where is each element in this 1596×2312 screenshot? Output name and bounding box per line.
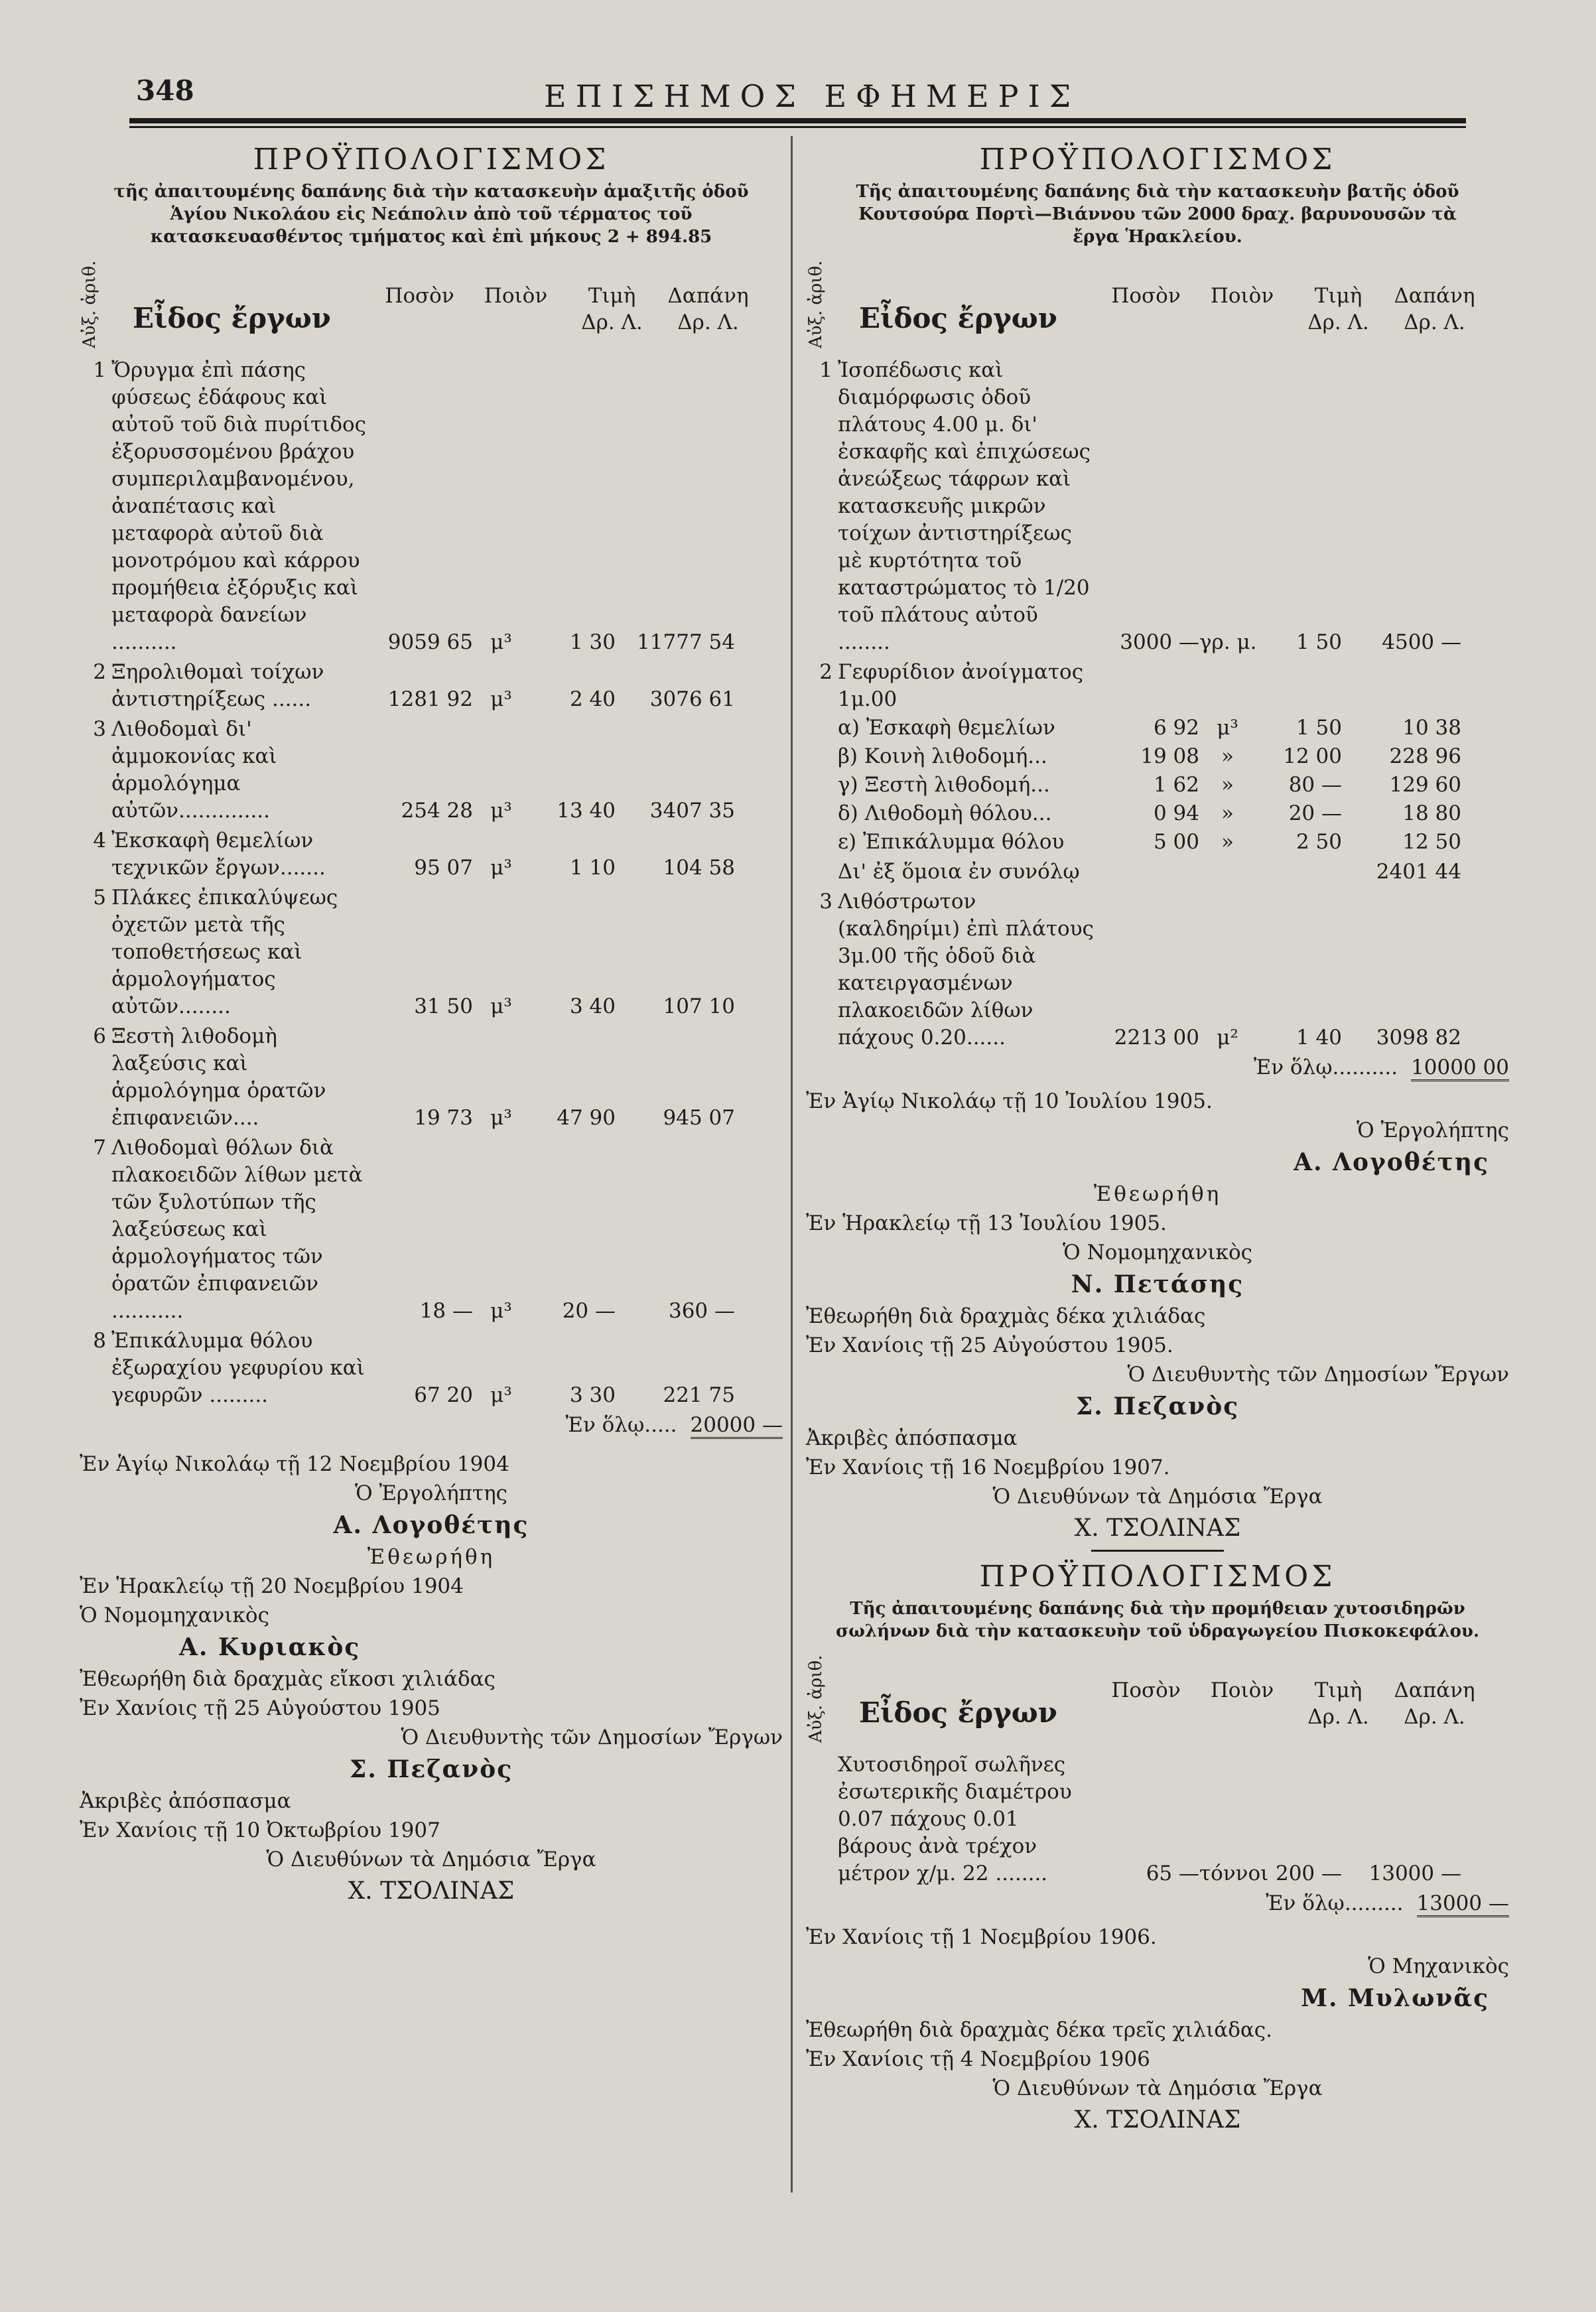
row-number-blank xyxy=(806,800,838,827)
row-unit: μ³ xyxy=(490,1383,512,1407)
right-top-row-1 xyxy=(806,357,1509,656)
row-quantity: 31 50 xyxy=(414,994,473,1018)
right-bottom-subtitle: Τῆς ἀπαιτουμένης δαπάνης διὰ τὴν προμήθειαν χυτοσιδηρῶν σωλήνων διὰ τὴν κατασκευὴν τοῦ ὑδραγωγείου Πισκοκεφάλου. xyxy=(835,1599,1480,1641)
row-description: Ξηρολιθομαὶ τοίχων ἀντιστηρίξεως ...... xyxy=(111,660,324,711)
footer-line: Ἐν Ἡρακλείῳ τῇ 20 Νοεμβρίου 1904 xyxy=(80,1574,464,1598)
left-footer xyxy=(80,1450,783,1909)
row-price: 1 50 xyxy=(1296,630,1342,654)
row-total: 4500 — xyxy=(1382,630,1461,654)
footer-line: Ἐν Χανίοις τῇ 10 Ὀκτωβρίου 1907 xyxy=(80,1818,440,1842)
left-expense-unit: Δρ. Λ. xyxy=(677,310,739,334)
row-price: 2 40 xyxy=(569,687,616,711)
right-bottom-price-header-group xyxy=(1290,1678,1386,1749)
row-total: 3098 82 xyxy=(1376,1026,1461,1050)
row-price: 47 90 xyxy=(557,1106,616,1130)
row-total: 10 38 xyxy=(1402,716,1461,740)
row-unit: γρ. μ. xyxy=(1199,630,1257,654)
row-quantity: 65 — xyxy=(1146,1862,1199,1885)
row-number-blank xyxy=(806,714,838,742)
row-total: 2401 44 xyxy=(1376,860,1461,884)
footer-line: Ἐθεωρήθη διὰ δραχμὰς εἴκοσι χιλιάδας xyxy=(80,1667,496,1691)
right-top-quantity-header: Ποσὸν xyxy=(1111,284,1181,308)
right-bottom-row xyxy=(806,1751,1509,1887)
left-price-unit: Δρ. Λ. xyxy=(581,310,643,334)
row-quantity: 9059 65 xyxy=(387,630,473,654)
row-values xyxy=(370,1298,735,1325)
row-description: Πλάκες ἐπικαλύψεως ὀχετῶν μετὰ τῆς τοποθετήσεως καὶ ἁρμολογήματος αὐτῶν........ xyxy=(111,886,338,1018)
row-values xyxy=(1097,800,1461,827)
row-total: 360 — xyxy=(668,1299,735,1323)
right-top-quality-header: Ποιὸν xyxy=(1210,284,1274,308)
right-bottom-price-unit: Δρ. Λ. xyxy=(1307,1705,1369,1729)
footer-role: Ὁ Νομομηχανικὸς xyxy=(1063,1241,1252,1264)
table-row xyxy=(80,827,783,882)
row-price: 1 40 xyxy=(1296,1026,1342,1050)
right-top-expense-header-group xyxy=(1386,284,1483,354)
right-top-expense-unit: Δρ. Λ. xyxy=(1404,310,1465,334)
footer-line: Ἐν Χανίοις τῇ 25 Αὐγούστου 1905. xyxy=(806,1333,1173,1357)
right-bottom-total-value: 13000 — xyxy=(1417,1891,1509,1917)
row-number-blank xyxy=(806,743,838,770)
footer-line: Ἐν Χανίοις τῇ 1 Νοεμβρίου 1906. xyxy=(806,1925,1157,1949)
right-top-total-label: Ἐν ὅλῳ.......... xyxy=(1253,1055,1398,1079)
left-total-value: 20000 — xyxy=(691,1413,783,1439)
row-unit: μ³ xyxy=(490,630,512,654)
table-row xyxy=(80,1023,783,1132)
row-total: 104 58 xyxy=(663,856,735,880)
signature-name: Σ. Πεζανὸς xyxy=(349,1755,513,1783)
left-budget-subtitle: τῆς ἀπαιτουμένης δαπάνης διὰ τὴν κατασκευὴν ἁμαξιτῆς ὁδοῦ Ἁγίου Νικολάου εἰς Νεάπολιν ἀπὸ τοῦ τέρματος τοῦ κατασκευασθέντος τμήματος καὶ ἐπὶ μήκους 2 + 894.85 xyxy=(113,182,749,247)
right-top-row-2-sum xyxy=(806,858,1509,886)
signature-name: Σ. Πεζανὸς xyxy=(1075,1393,1240,1420)
row-total: 13000 — xyxy=(1368,1862,1461,1885)
column-divider xyxy=(791,136,793,2193)
signature-name: Ν. Πετάσης xyxy=(1071,1270,1244,1298)
row-number: 8 xyxy=(93,1329,106,1353)
row-number: 4 xyxy=(93,829,106,852)
row-unit: μ³ xyxy=(490,799,512,823)
footer-line: Ἐν Χανίοις τῇ 4 Νοεμβρίου 1906 xyxy=(806,2047,1150,2071)
row-price: 1 10 xyxy=(569,856,616,880)
left-expense-header-group xyxy=(660,284,756,354)
row-unit: μ³ xyxy=(1217,716,1238,740)
row-total: 129 60 xyxy=(1389,773,1461,797)
row-price: 2 50 xyxy=(1296,830,1342,854)
footer-role: Ὁ Διευθυντὴς τῶν Δημοσίων Ἔργων xyxy=(1127,1363,1509,1387)
footer-line: Ἀκριβὲς ἀπόσπασμα xyxy=(806,1426,1018,1450)
subitem-row xyxy=(806,714,1509,742)
row-unit: μ³ xyxy=(490,994,512,1018)
row-unit: μ³ xyxy=(490,1106,512,1130)
left-table-body xyxy=(80,357,783,1409)
right-top-table-header xyxy=(806,255,1509,354)
header-rule xyxy=(129,118,1466,123)
row-values xyxy=(370,993,735,1020)
row-description: Λιθόστρωτον (καλδηρίμι) ἐπὶ πλάτους 3μ.00 τῆς ὁδοῦ διὰ κατειργασμένων πλακοειδῶν λίθων πάχους 0.20...... xyxy=(838,890,1094,1050)
row-description: Ὄρυγμα ἐπὶ πάσης φύσεως ἐδάφους καὶ αὐτοῦ τοῦ διὰ πυρίτιδος ἐξορυσσομένου βράχου συμπεριλαμβανομένου, ἀναπέτασις καὶ μεταφορὰ αὐτοῦ διὰ μονοτρόμου καὶ κάρρου προμήθεια ἐξόρυξις καὶ μεταφορὰ δανείων .......... xyxy=(111,358,367,654)
row-quantity: 19 73 xyxy=(414,1106,473,1130)
footer-approved: Ἐθεωρήθη xyxy=(1093,1182,1222,1206)
table-row xyxy=(80,716,783,825)
footer-line: Ἐν Χανίοις τῇ 25 Αὐγούστου 1905 xyxy=(80,1696,440,1720)
left-total-label: Ἐν ὅλῳ..... xyxy=(565,1413,677,1437)
signature-name: Α. Λογοθέτης xyxy=(1294,1148,1489,1176)
footer-role: Ὁ Ἐργολήπτης xyxy=(1356,1119,1509,1142)
footer-role: Ὁ Διευθύνων τὰ Δημόσια Ἔργα xyxy=(992,2076,1323,2100)
row-unit: μ² xyxy=(1217,1026,1238,1050)
right-top-price-unit: Δρ. Λ. xyxy=(1307,310,1369,334)
left-kind-header: Εἶδος ἔργων xyxy=(133,302,331,334)
left-total-row xyxy=(80,1413,783,1439)
row-quantity: 3000 — xyxy=(1120,630,1199,654)
right-top-footer xyxy=(806,1087,1509,1546)
signature-name: Α. Λογοθέτης xyxy=(333,1511,529,1539)
row-number: 3 xyxy=(93,717,106,741)
footer-line: Ἐν Χανίοις τῇ 16 Νοεμβρίου 1907. xyxy=(806,1456,1170,1479)
footer-line: Ὁ Νομομηχανικὸς xyxy=(80,1603,269,1627)
footer-role: Ὁ Διευθυντὴς τῶν Δημοσίων Ἔργων xyxy=(401,1726,783,1749)
right-top-row-3 xyxy=(806,888,1509,1052)
row-price: 3 30 xyxy=(569,1383,616,1407)
right-bottom-table-header xyxy=(806,1649,1509,1749)
row-unit: » xyxy=(1221,801,1234,825)
right-top-row-2-intro xyxy=(806,659,1509,713)
row-number: 1 xyxy=(93,358,106,382)
footer-role: Ὁ Μηχανικὸς xyxy=(1368,1954,1509,1978)
left-quantity-header: Ποσὸν xyxy=(385,284,454,308)
left-quality-header: Ποιὸν xyxy=(484,284,548,308)
row-unit: μ³ xyxy=(490,1299,512,1323)
row-number: 7 xyxy=(93,1136,106,1160)
table-row xyxy=(80,357,783,656)
right-top-kind-header: Εἶδος ἔργων xyxy=(859,302,1057,334)
right-top-index-label: Αὐξ. ἀριθ. xyxy=(806,260,826,349)
left-price-header-group xyxy=(564,284,660,354)
right-bottom-total-row xyxy=(806,1891,1509,1917)
right-top-title: ΠΡΟΫΠΟΛΟΓΙΣΜΟΣ xyxy=(979,143,1336,176)
row-unit: μ³ xyxy=(490,687,512,711)
right-top-price-header: Τιμὴ xyxy=(1314,284,1363,308)
right-top-total-row xyxy=(806,1055,1509,1081)
row-values xyxy=(370,797,735,825)
row-total: 11777 54 xyxy=(637,630,735,654)
row-number-blank xyxy=(806,829,838,856)
subitem-row xyxy=(806,743,1509,770)
row-description: β) Κοινὴ λιθοδομή... xyxy=(838,744,1047,768)
right-top-expense-header: Δαπάνη xyxy=(1394,284,1475,308)
row-unit: μ³ xyxy=(490,856,512,880)
right-bottom-expense-header: Δαπάνη xyxy=(1394,1678,1475,1702)
row-quantity: 2213 00 xyxy=(1114,1026,1199,1050)
row-price: 80 — xyxy=(1288,773,1342,797)
footer-role: Ὁ Διευθύνων τὰ Δημόσια Ἔργα xyxy=(266,1848,596,1871)
footer-line: Ἐν Ἁγίῳ Νικολάῳ τῇ 12 Νοεμβρίου 1904 xyxy=(80,1452,509,1476)
footer-line: Ἐθεωρήθη διὰ δραχμὰς δέκα χιλιάδας xyxy=(806,1304,1206,1328)
row-number: 5 xyxy=(93,886,106,910)
row-unit: » xyxy=(1221,830,1234,854)
right-column xyxy=(806,136,1509,2138)
subitem-row xyxy=(806,772,1509,799)
right-bottom-footer xyxy=(806,1923,1509,2138)
left-column xyxy=(80,136,783,1909)
row-description: Χυτοσιδηροῖ σωλῆνες ἐσωτερικῆς διαμέτρου 0.07 πάχους 0.01 βάρους ἀνὰ τρέχον μέτρον χ/μ. 22 ........ xyxy=(838,1753,1072,1885)
right-bottom-expense-header-group xyxy=(1386,1678,1483,1749)
row-number: 3 xyxy=(819,890,832,914)
row-price: 1 50 xyxy=(1296,716,1342,740)
row-quantity: 254 28 xyxy=(401,799,473,823)
right-bottom-quality-header: Ποιὸν xyxy=(1210,1678,1274,1702)
right-bottom-expense-unit: Δρ. Λ. xyxy=(1404,1705,1465,1729)
right-bottom-total-label: Ἐν ὅλῳ......... xyxy=(1266,1891,1404,1915)
footer-line: Ἐθεωρήθη διὰ δραχμὰς δέκα τρεῖς χιλιάδας. xyxy=(806,2018,1273,2042)
row-number-blank xyxy=(806,772,838,799)
row-quantity: 5 00 xyxy=(1153,830,1199,854)
right-bottom-kind-header: Εἶδος ἔργων xyxy=(859,1696,1057,1729)
row-values xyxy=(1097,772,1461,799)
row-quantity: 0 94 xyxy=(1153,801,1199,825)
row-quantity: 6 92 xyxy=(1153,716,1199,740)
running-title: ΕΠΙΣΗΜΟΣ ΕΦΗΜΕΡΙΣ xyxy=(544,78,1081,114)
table-row xyxy=(80,1327,783,1409)
right-bottom-price-header: Τιμὴ xyxy=(1314,1678,1363,1702)
row-price: 20 — xyxy=(1288,801,1342,825)
section-separator xyxy=(1091,1550,1224,1552)
table-row xyxy=(80,884,783,1020)
row-description: Γεφυρίδιον ἀνοίγματος 1μ.00 xyxy=(838,660,1084,711)
row-description: Λιθοδομαὶ θόλων διὰ πλακοειδῶν λίθων μετὰ τῶν ξυλοτύπων τῆς λαξεύσεως καὶ ἁρμολογήματος τῶν ὁρατῶν ἐπιφανειῶν ........... xyxy=(111,1136,363,1323)
row-total: 945 07 xyxy=(663,1106,735,1130)
footer-approved: Ἐθεωρήθη xyxy=(367,1545,496,1569)
row-number: 1 xyxy=(819,358,832,382)
left-price-header: Τιμὴ xyxy=(588,284,636,308)
row-price: 3 40 xyxy=(569,994,616,1018)
right-bottom-title: ΠΡΟΫΠΟΛΟΓΙΣΜΟΣ xyxy=(979,1560,1336,1594)
footer-role: Ὁ Ἐργολήπτης xyxy=(354,1481,508,1505)
row-unit: τόννοι xyxy=(1199,1862,1269,1885)
row-quantity: 1 62 xyxy=(1153,773,1199,797)
row-description: α) Ἐσκαφὴ θεμελίων xyxy=(838,716,1055,740)
row-price: 200 — xyxy=(1275,1862,1342,1885)
row-total: 18 80 xyxy=(1402,801,1461,825)
footer-line: Ἐν Ἡρακλείῳ τῇ 13 Ἰουλίου 1905. xyxy=(806,1211,1167,1235)
row-values xyxy=(1097,714,1461,742)
right-top-total-value: 10000 00 xyxy=(1411,1055,1509,1081)
row-values xyxy=(1097,743,1461,770)
row-description: Ξεστὴ λιθοδομὴ λαξεύσις καὶ ἁρμολόγημα ὁρατῶν ἐπιφανειῶν.... xyxy=(111,1024,326,1130)
row-quantity: 95 07 xyxy=(414,856,473,880)
subitem-row xyxy=(806,829,1509,856)
row-price: 1 30 xyxy=(569,630,616,654)
director-name: Χ. ΤΣΟΛΙΝΑΣ xyxy=(1074,1515,1241,1542)
row-total: 221 75 xyxy=(663,1383,735,1407)
row-number: 2 xyxy=(819,660,832,684)
page-number: 348 xyxy=(136,74,194,107)
row-unit: » xyxy=(1221,773,1234,797)
footer-role: Ὁ Διευθύνων τὰ Δημόσια Ἔργα xyxy=(992,1485,1323,1509)
table-row xyxy=(80,1134,783,1325)
row-quantity: 19 08 xyxy=(1140,744,1199,768)
row-description: Ἐκσκαφὴ θεμελίων τεχνικῶν ἔργων....... xyxy=(111,829,326,880)
row-total: 228 96 xyxy=(1389,744,1461,768)
footer-line: Ἀκριβὲς ἀπόσπασμα xyxy=(80,1789,291,1813)
row-price: 12 00 xyxy=(1283,744,1342,768)
row-quantity: 1281 92 xyxy=(387,687,473,711)
row-number: 6 xyxy=(93,1024,106,1048)
row-unit: » xyxy=(1221,744,1234,768)
row-number: 2 xyxy=(93,660,106,684)
footer-line: Ἐν Ἁγίῳ Νικολάῳ τῇ 10 Ἰουλίου 1905. xyxy=(806,1089,1213,1113)
row-values xyxy=(370,1382,735,1409)
row-total: 12 50 xyxy=(1402,830,1461,854)
row-values xyxy=(370,1105,735,1132)
left-index-label: Αὐξ. ἀριθ. xyxy=(80,260,100,349)
header-rule-thin xyxy=(129,126,1466,128)
right-bottom-quantity-header: Ποσὸν xyxy=(1111,1678,1181,1702)
table-row xyxy=(80,659,783,713)
row-total: 107 10 xyxy=(663,994,735,1018)
left-expense-header: Δαπάνη xyxy=(667,284,749,308)
signature-name: Μ. Μυλωνᾶς xyxy=(1301,1984,1489,2012)
row-quantity: 18 — xyxy=(419,1299,473,1323)
right-bottom-index-label: Αὐξ. ἀριθ. xyxy=(806,1655,826,1743)
row-total: 3076 61 xyxy=(649,687,735,711)
row-description: γ) Ξεστὴ λιθοδομή... xyxy=(838,773,1050,797)
right-top-subtitle: Τῆς ἀπαιτουμένης δαπάνης διὰ τὴν κατασκευὴν βατῆς ὁδοῦ Κουτσούρα Πορτὶ—Βιάννου τῶν 2000 δραχ. βαρυνουσῶν τὰ ἔργα Ἡρακλείου. xyxy=(856,182,1459,247)
director-name: Χ. ΤΣΟΛΙΝΑΣ xyxy=(1074,2106,1241,2134)
row-values xyxy=(370,854,735,882)
row-quantity: 67 20 xyxy=(414,1383,473,1407)
right-top-price-header-group xyxy=(1290,284,1386,354)
row-description: δ) Λιθοδομὴ θόλου... xyxy=(838,801,1052,825)
row-description: Ἐπικάλυμμα θόλου ἐξωραχίου γεφυρίου καὶ γεφυρῶν ......... xyxy=(111,1329,365,1407)
row-description: Ἰσοπέδωσις καὶ διαμόρφωσις ὁδοῦ πλάτους 4.00 μ. δι' ἐσκαφῆς καὶ ἐπιχώσεως ἀνεώξεως τάφρων καὶ κατασκευῆς μικρῶν τοίχων ἀντιστηρίξεως μὲ κυρτότητα τοῦ καταστρώματος τὸ 1/20 τοῦ πλάτους αὐτοῦ ........ xyxy=(838,358,1091,654)
row-description: Δι' ἐξ ὅμοια ἐν συνόλῳ xyxy=(838,860,1080,884)
row-values xyxy=(370,629,735,656)
row-total: 3407 35 xyxy=(649,799,735,823)
signature-name: Α. Κυριακὸς xyxy=(179,1633,361,1661)
row-values xyxy=(370,686,735,713)
row-price: 13 40 xyxy=(557,799,616,823)
director-name: Χ. ΤΣΟΛΙΝΑΣ xyxy=(348,1877,515,1905)
row-price: 20 — xyxy=(562,1299,616,1323)
subitem-row xyxy=(806,800,1509,827)
row-values xyxy=(1097,829,1461,856)
row-description: ε) Ἐπικάλυμμα θόλου xyxy=(838,830,1065,854)
right-top-subitems xyxy=(806,714,1509,856)
row-description: Λιθοδομαὶ δι' ἀμμοκονίας καὶ ἁρμολόγημα αὐτῶν.............. xyxy=(111,717,277,823)
left-budget-title: ΠΡΟΫΠΟΛΟΓΙΣΜΟΣ xyxy=(253,143,610,176)
left-table-header xyxy=(80,255,783,354)
